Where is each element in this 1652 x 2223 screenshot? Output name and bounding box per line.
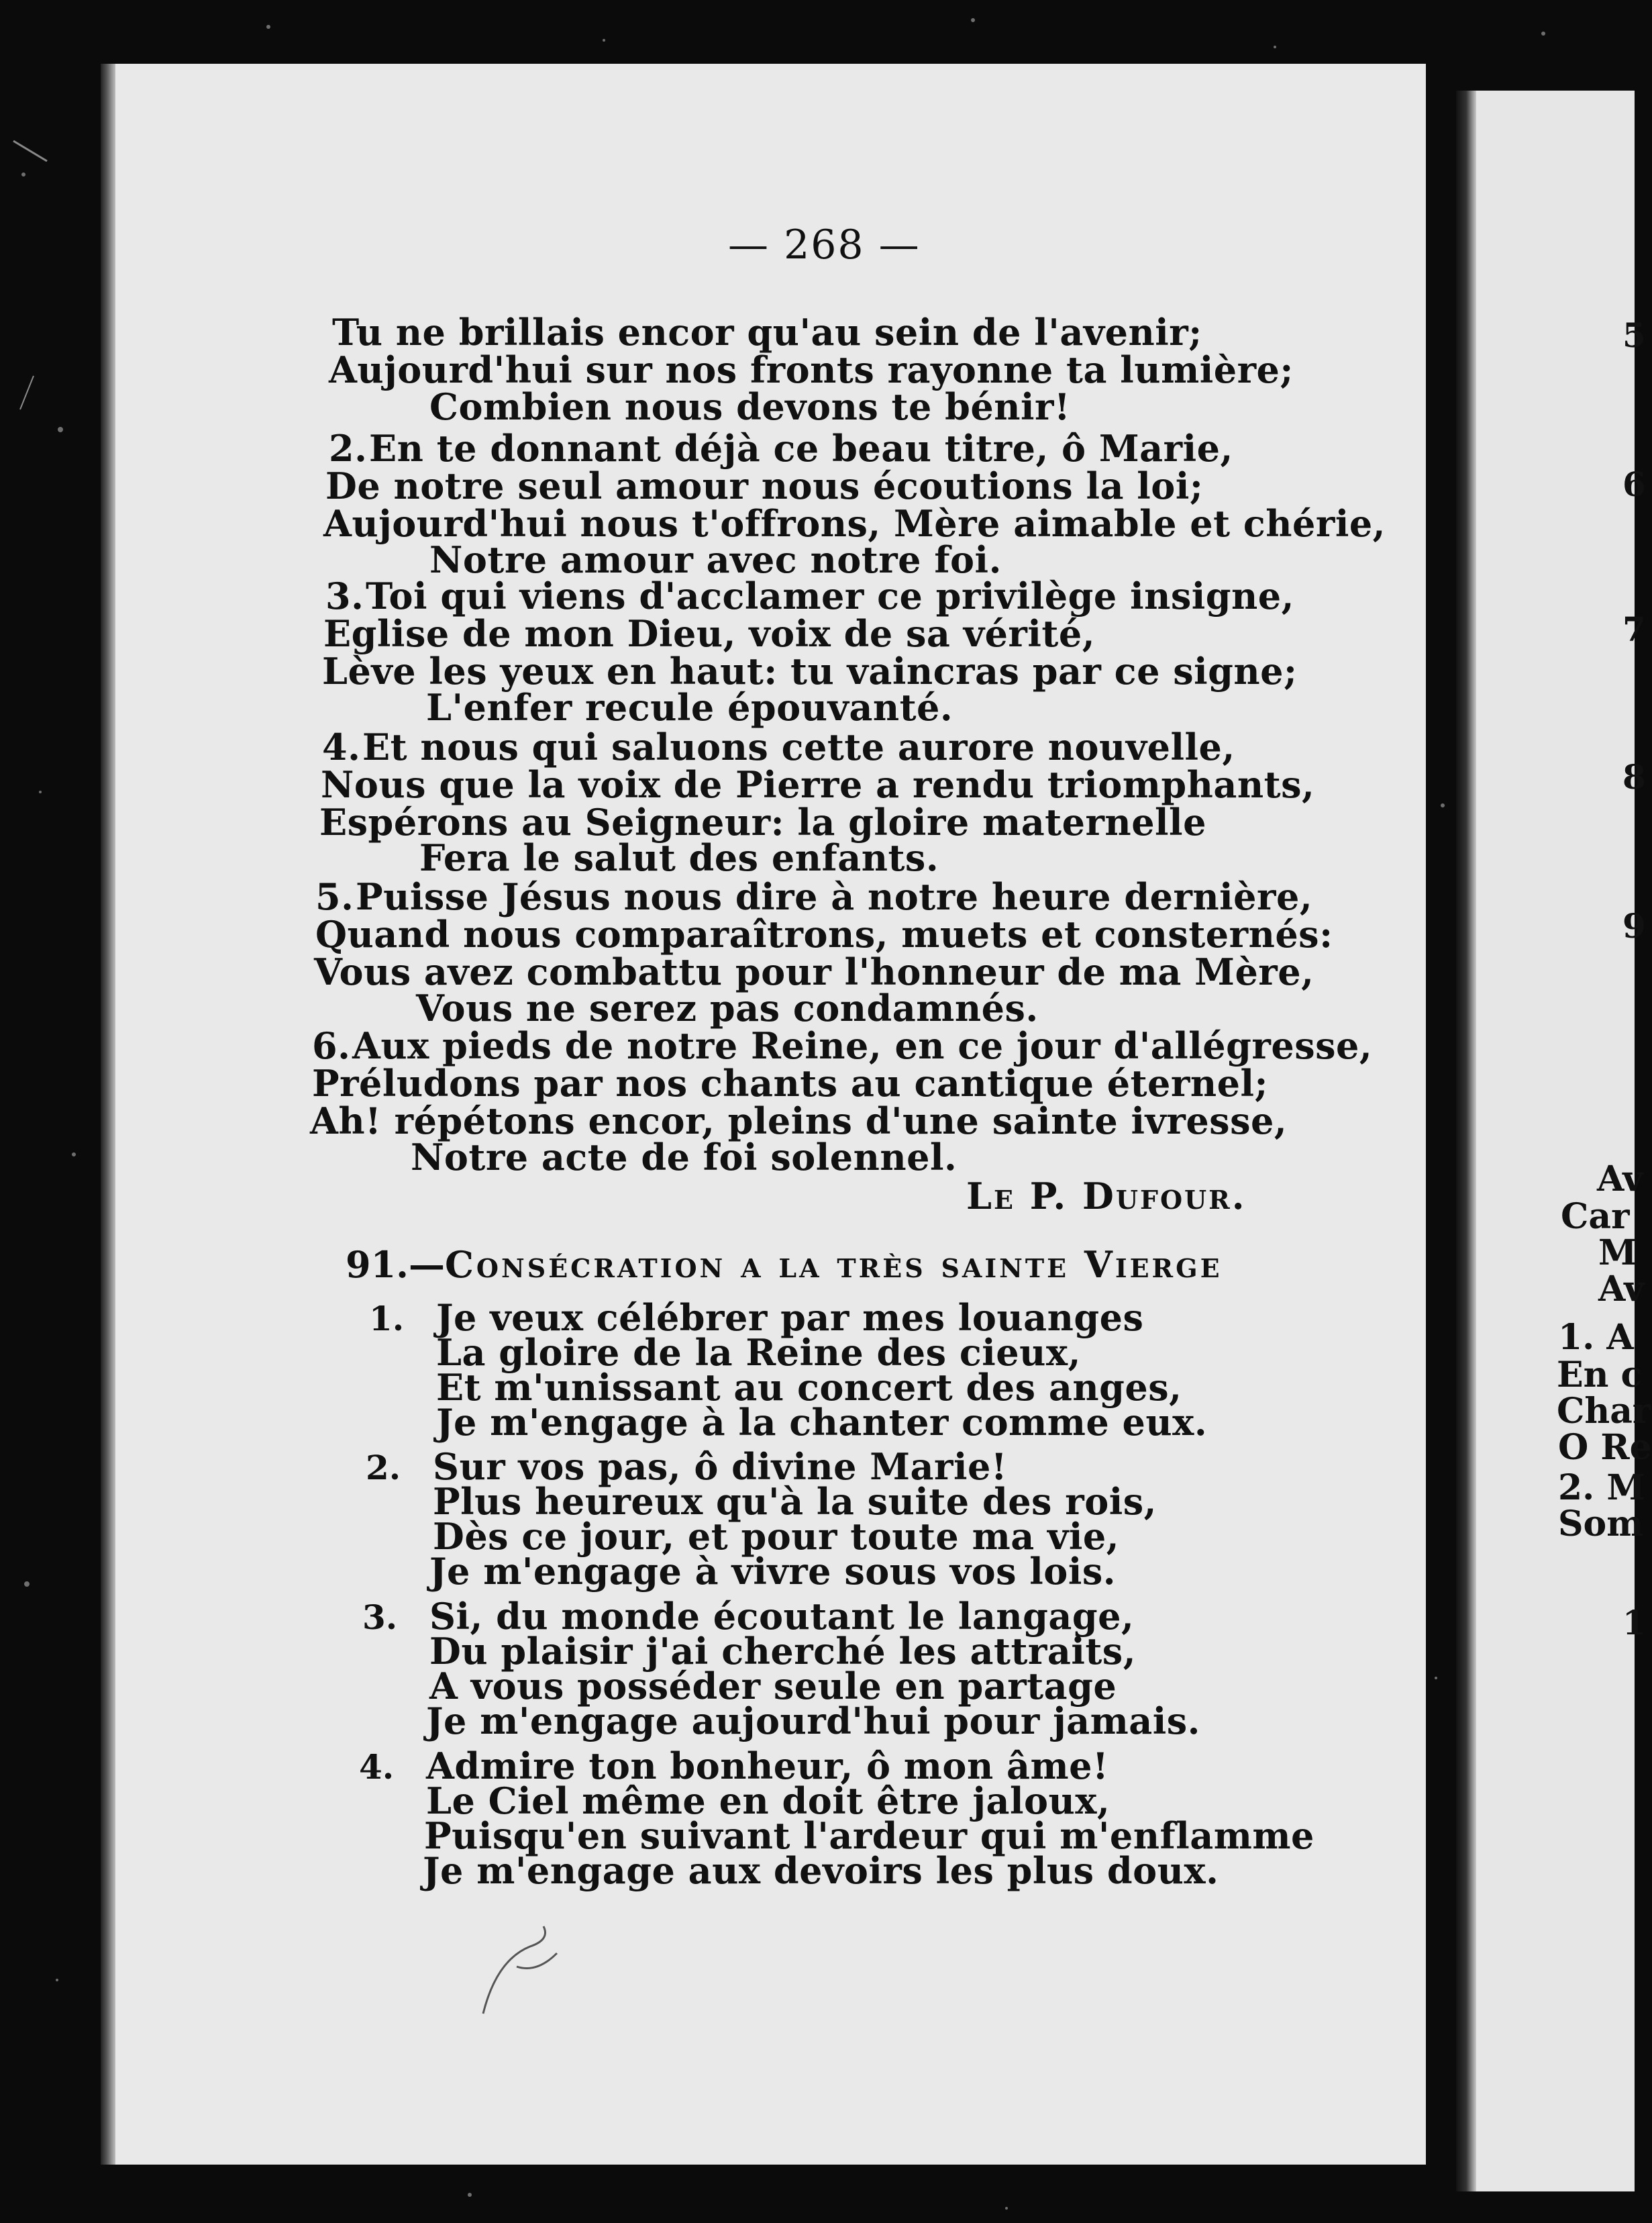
verse-line: Du plaisir j'ai cherché les attraits, xyxy=(429,1630,1136,1673)
pencil-mark xyxy=(470,1920,604,2020)
verse-line: Nous que la voix de Pierre a rendu triomphants, xyxy=(321,763,1315,806)
verse-line: A vous posséder seule en partage xyxy=(429,1665,1117,1708)
right-page-line: Char xyxy=(1557,1391,1651,1432)
stanza-number: 6. xyxy=(312,1024,351,1067)
right-page-digit: 5 xyxy=(1622,315,1646,355)
right-page-line: Som xyxy=(1558,1503,1644,1544)
verse-line: Eglise de mon Dieu, voix de sa vérité, xyxy=(323,612,1095,655)
stanza-number: 3. xyxy=(362,1597,398,1637)
stanza-number: 2. xyxy=(329,427,368,470)
verse-line: Ah! répétons encor, pleins d'une sainte ivresse, xyxy=(310,1099,1288,1142)
page-binding-edge xyxy=(101,64,115,2165)
verse-line: Notre acte de foi solennel. xyxy=(411,1136,958,1179)
verse-line: Fera le salut des enfants. xyxy=(419,836,939,879)
right-page-line: 1. A xyxy=(1558,1317,1634,1358)
verse-line: Tu ne brillais encor qu'au sein de l'avenir; xyxy=(332,311,1202,354)
verse-line: Combien nous devons te bénir! xyxy=(429,385,1071,428)
verse-line: Je m'engage aux devoirs les plus doux. xyxy=(423,1849,1219,1892)
right-page-digit: 8 xyxy=(1622,757,1646,797)
verse-line: Je m'engage aujourd'hui pour jamais. xyxy=(426,1699,1200,1742)
right-page-digit: 6 xyxy=(1622,464,1646,504)
verse-line: Admire ton bonheur, ô mon âme! xyxy=(426,1744,1109,1787)
verse-line: Je m'engage à la chanter comme eux. xyxy=(436,1401,1208,1444)
verse-line: 5.Puisse Jésus nous dire à notre heure dernière, xyxy=(315,875,1313,918)
stanza-number: 2. xyxy=(366,1448,401,1487)
verse-line: Sur vos pas, ô divine Marie! xyxy=(433,1445,1008,1488)
verse-line: Vous ne serez pas condamnés. xyxy=(416,987,1039,1030)
verse-line: Quand nous comparaîtrons, muets et consternés: xyxy=(315,913,1333,956)
hymn-number: 91.— xyxy=(346,1243,445,1286)
verse-line: La gloire de la Reine des cieux, xyxy=(436,1331,1081,1374)
stanza-number: 5. xyxy=(315,875,354,918)
right-page-line: Car xyxy=(1561,1196,1630,1237)
verse-line: Puisqu'en suivant l'ardeur qui m'enflamme xyxy=(424,1814,1314,1857)
right-page-line: Av xyxy=(1597,1158,1643,1199)
page-number: — 268 — xyxy=(728,221,921,268)
verse-line: 6.Aux pieds de notre Reine, en ce jour d'allégresse, xyxy=(312,1024,1373,1067)
right-page-line: M xyxy=(1598,1232,1637,1273)
author-attribution: Le P. Dufour. xyxy=(966,1175,1247,1218)
stanza-number: 1. xyxy=(369,1299,405,1338)
page-binding-edge xyxy=(1456,91,1476,2191)
verse-line: 4.Et nous qui saluons cette aurore nouvelle, xyxy=(322,726,1235,769)
verse-line: 2.En te donnant déjà ce beau titre, ô Marie, xyxy=(329,427,1233,470)
verse-line: L'enfer recule épouvanté. xyxy=(426,686,953,729)
verse-line: Lève les yeux en haut: tu vaincras par ce signe; xyxy=(322,650,1298,693)
verse-line: Si, du monde écoutant le langage, xyxy=(429,1595,1135,1638)
right-page-line: Av xyxy=(1598,1269,1645,1310)
verse-line: Préludons par nos chants au cantique éternel; xyxy=(312,1062,1268,1105)
verse-line: Aujourd'hui nous t'offrons, Mère aimable et chérie, xyxy=(323,502,1386,545)
verse-line: Le Ciel même en doit être jaloux, xyxy=(426,1779,1111,1822)
right-page-digit: 1 xyxy=(1622,1603,1646,1642)
right-page-digit: 7 xyxy=(1622,609,1646,649)
verse-line: Notre amour avec notre foi. xyxy=(429,538,1002,581)
verse-line: Aujourd'hui sur nos fronts rayonne ta lumière; xyxy=(329,348,1294,391)
right-page-line: 2. M xyxy=(1558,1467,1645,1508)
verse-line: De notre seul amour nous écoutions la loi; xyxy=(325,464,1204,507)
right-page-line: O Re xyxy=(1558,1427,1652,1468)
verse-line: Et m'unissant au concert des anges, xyxy=(436,1366,1182,1409)
verse-line: Je m'engage à vivre sous vos lois. xyxy=(429,1550,1117,1593)
stanza-number: 4. xyxy=(322,726,361,769)
hymn-title: 91.—Consécration a la très sainte Vierge xyxy=(346,1243,1223,1286)
stanza-number: 4. xyxy=(359,1747,395,1787)
verse-line: Espérons au Seigneur: la gloire maternelle xyxy=(319,801,1206,844)
verse-line: Je veux célébrer par mes louanges xyxy=(436,1296,1144,1339)
verse-line: Dès ce jour, et pour toute ma vie, xyxy=(433,1515,1120,1558)
stanza-number: 3. xyxy=(325,575,364,618)
right-page-fragment xyxy=(1456,91,1635,2191)
verse-line: 3.Toi qui viens d'acclamer ce privilège insigne, xyxy=(325,575,1294,618)
verse-line: Vous avez combattu pour l'honneur de ma Mère, xyxy=(314,950,1314,993)
right-page-line: En c xyxy=(1557,1354,1643,1395)
verse-line: Plus heureux qu'à la suite des rois, xyxy=(433,1480,1157,1523)
right-page-digit: 9 xyxy=(1622,906,1646,946)
